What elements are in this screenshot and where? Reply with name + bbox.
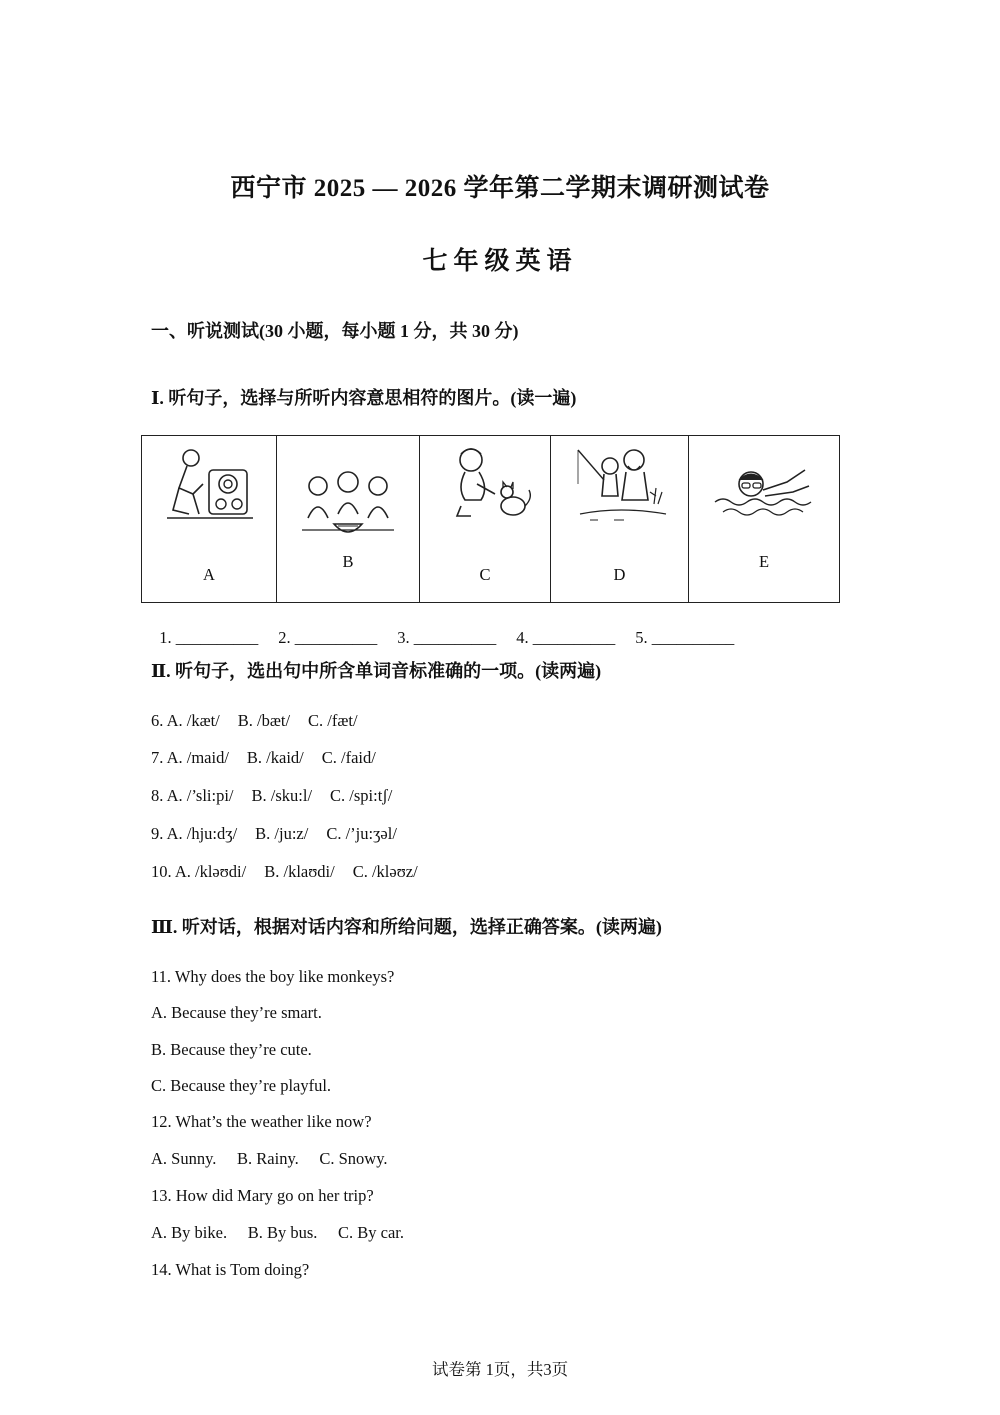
answer-blank-4[interactable]: 4. __________ (516, 628, 616, 647)
picture-cell-c (420, 436, 551, 603)
man-repairing-machine-icon (159, 444, 259, 526)
page-subtitle: 七年级英语 (422, 248, 578, 275)
picture-cell-e (689, 436, 840, 603)
answer-blank-2[interactable]: 2. __________ (278, 628, 378, 647)
part2-heading: Ⅱ. 听句子，选出句中所含单词音标准确的一项。(读两遍) (151, 661, 602, 681)
question-12-options: A. Sunny. B. Rainy. C. Snowy. (151, 1149, 388, 1168)
question-11-option-a: A. Because they’re smart. (151, 1003, 322, 1022)
question-7: 7. A. /maid/ B. /kaid/ C. /faid/ (151, 748, 376, 767)
girl-feeding-cat-icon (435, 444, 535, 526)
grandpa-and-boy-fishing-icon (570, 444, 670, 526)
question-8: 8. A. /’sli:pi/ B. /sku:l/ C. /spi:tʃ/ (151, 786, 393, 805)
picture-label-e: E (758, 552, 770, 571)
question-13: 13. How did Mary go on her trip? (151, 1186, 374, 1205)
picture-label-a: A (203, 565, 215, 584)
question-10: 10. A. /kləʊdi/ B. /klaʊdi/ C. /kləʊz/ (151, 862, 418, 881)
picture-cell-d (551, 436, 689, 603)
page-title: 西宁市 2025 — 2026 学年第二学期末调研测试卷 (230, 175, 770, 202)
boy-swimming-icon (709, 456, 819, 538)
children-eating-watermelon-icon (298, 460, 398, 542)
page-footer: 试卷第 1页，共3页 (431, 1360, 569, 1379)
picture-cell-a (142, 436, 277, 603)
question-12: 12. What’s the weather like now? (151, 1112, 372, 1131)
picture-label-b: B (342, 552, 354, 571)
part1-heading: Ⅰ. 听句子，选择与所听内容意思相符的图片。(读一遍) (151, 388, 577, 408)
question-6: 6. A. /kæt/ B. /bæt/ C. /fæt/ (151, 711, 358, 730)
picture-table (141, 435, 840, 603)
question-11: 11. Why does the boy like monkeys? (151, 967, 395, 986)
section1-heading: 一、听说测试(30 小题，每小题 1 分，共 30 分) (151, 321, 519, 341)
picture-cell-b (277, 436, 420, 603)
question-11-option-b: B. Because they’re cute. (151, 1040, 312, 1059)
question-11-option-c: C. Because they’re playful. (151, 1076, 332, 1095)
question-14: 14. What is Tom doing? (151, 1260, 310, 1279)
answer-blank-5[interactable]: 5. __________ (635, 628, 735, 647)
picture-label-c: C (479, 565, 491, 584)
answer-blank-1[interactable]: 1. __________ (159, 628, 259, 647)
answer-blanks (151, 608, 754, 648)
question-9: 9. A. /hju:dʒ/ B. /ju:z/ C. /’ju:ʒəl/ (151, 824, 397, 843)
question-13-options: A. By bike. B. By bus. C. By car. (151, 1223, 405, 1242)
picture-label-d: D (613, 565, 626, 584)
part3-heading: Ⅲ. 听对话，根据对话内容和所给问题，选择正确答案。(读两遍) (151, 917, 662, 937)
answer-blank-3[interactable]: 3. __________ (397, 628, 497, 647)
